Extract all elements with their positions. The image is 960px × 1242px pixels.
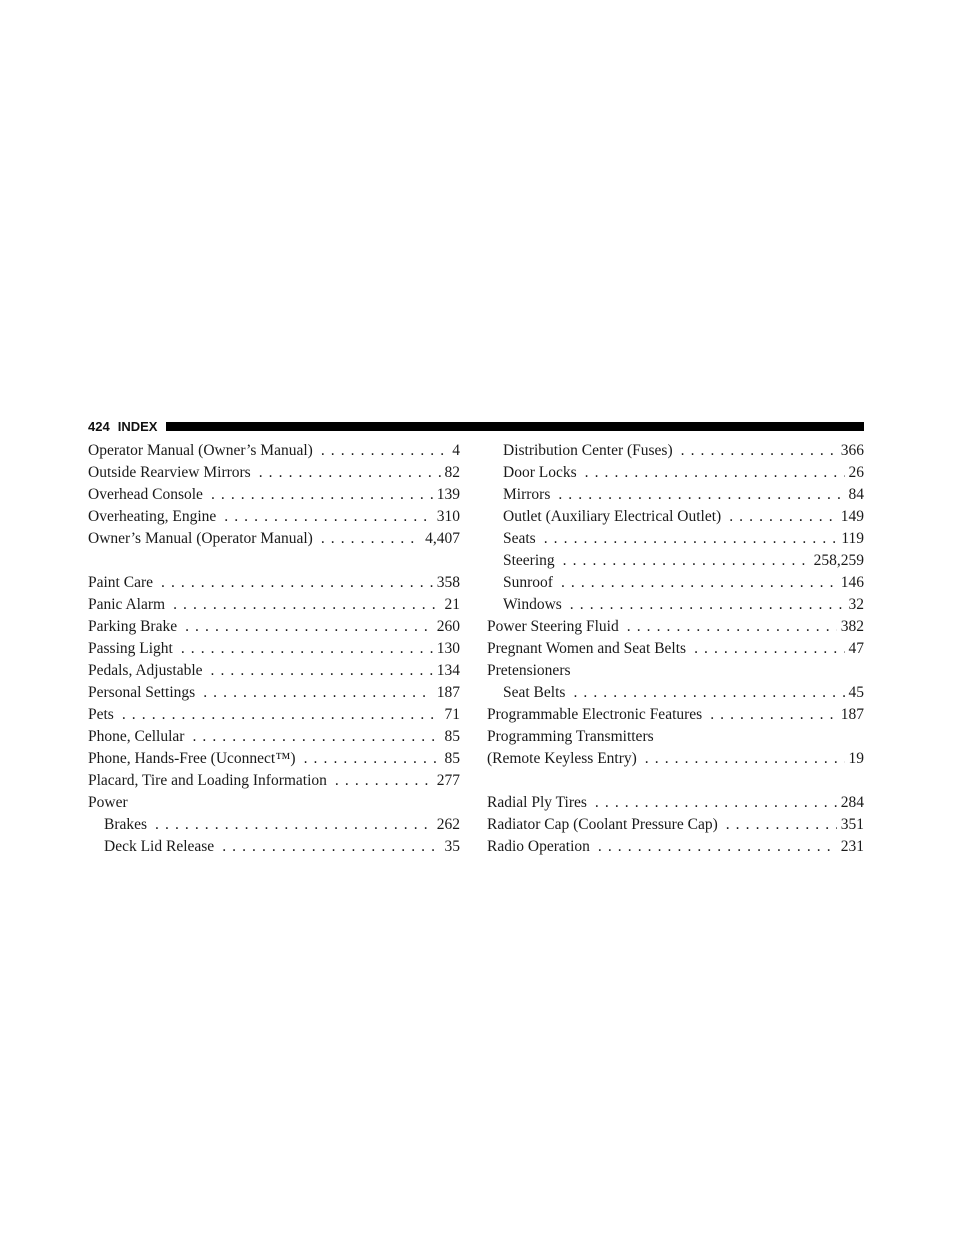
entry-page: 258,259	[813, 552, 864, 569]
entry-label: (Remote Keyless Entry)	[487, 750, 637, 767]
entry-label: Sunroof	[503, 574, 553, 591]
index-entry	[88, 506, 460, 528]
entry-page: 71	[444, 706, 460, 723]
entry-page: 134	[436, 662, 460, 679]
dot-leader	[335, 770, 433, 792]
entry-page: 26	[848, 464, 864, 481]
index-subentry	[487, 550, 864, 572]
index-subentry	[487, 506, 864, 528]
entry-page: 82	[444, 464, 460, 481]
index-entry	[88, 484, 460, 506]
entry-label: Programmable Electronic Features	[487, 706, 703, 723]
entry-page: 119	[841, 530, 864, 547]
dot-leader	[694, 638, 844, 660]
index-entry	[88, 616, 460, 638]
index-entry	[487, 616, 864, 638]
entry-page: 19	[848, 750, 864, 767]
entry-label: Radial Ply Tires	[487, 794, 587, 811]
dot-leader	[627, 616, 837, 638]
entry-label: Power	[88, 794, 128, 811]
index-subentry	[487, 462, 864, 484]
entry-label: Power Steering Fluid	[487, 618, 619, 635]
dot-leader	[729, 506, 837, 528]
index-entry	[487, 704, 864, 726]
index-subentry	[487, 484, 864, 506]
index-subentry	[487, 440, 864, 462]
index-entry	[487, 836, 864, 858]
entry-label: Paint Care	[88, 574, 153, 591]
entry-label: Windows	[503, 596, 562, 613]
index-entry	[88, 528, 460, 550]
entry-page: 231	[840, 838, 864, 855]
entry-label: Operator Manual (Owner’s Manual)	[88, 442, 313, 459]
entry-label: Brakes	[104, 816, 148, 833]
entry-page: 310	[436, 508, 460, 525]
entry-page: 382	[840, 618, 864, 635]
entry-page: 187	[840, 706, 864, 723]
index-entry	[88, 770, 460, 792]
entry-label: Panic Alarm	[88, 596, 166, 613]
index-subentry	[487, 682, 864, 704]
dot-leader	[563, 550, 810, 572]
dot-leader	[544, 528, 838, 550]
dot-leader	[304, 748, 441, 770]
entry-page: 366	[840, 442, 864, 459]
dot-leader	[192, 726, 440, 748]
index-heading	[487, 660, 864, 682]
entry-label: Overheating, Engine	[88, 508, 217, 525]
dot-leader	[726, 814, 837, 836]
index-entry	[88, 594, 460, 616]
index-entry	[88, 726, 460, 748]
entry-label: Overhead Console	[88, 486, 203, 503]
entry-page: 351	[840, 816, 864, 833]
index-heading	[88, 792, 460, 814]
entry-label: Owner’s Manual (Operator Manual)	[88, 530, 313, 547]
entry-label: Placard, Tire and Loading Information	[88, 772, 327, 789]
entry-page: 4	[452, 442, 460, 459]
entry-label: Phone, Cellular	[88, 728, 185, 745]
entry-label: Door Locks	[503, 464, 577, 481]
entry-page: 85	[444, 728, 460, 745]
entry-page: 139	[436, 486, 460, 503]
dot-leader	[573, 682, 844, 704]
dot-leader	[155, 814, 433, 836]
index-subentry	[487, 528, 864, 550]
index-entry	[88, 660, 460, 682]
index-entry	[88, 572, 460, 594]
dot-leader	[224, 506, 432, 528]
dot-leader	[598, 836, 837, 858]
entry-label: Personal Settings	[88, 684, 196, 701]
entry-label: Passing Light	[88, 640, 173, 657]
entry-page: 84	[848, 486, 864, 503]
entry-page: 187	[436, 684, 460, 701]
entry-page: 130	[436, 640, 460, 657]
dot-leader	[321, 440, 448, 462]
index-heading	[487, 726, 864, 748]
entry-label: Pedals, Adjustable	[88, 662, 203, 679]
entry-label: Outside Rearview Mirrors	[88, 464, 251, 481]
entry-label: Seat Belts	[503, 684, 566, 701]
entry-page: 21	[444, 596, 460, 613]
entry-label: Parking Brake	[88, 618, 178, 635]
dot-leader	[570, 594, 845, 616]
dot-leader	[211, 484, 433, 506]
index-entry	[487, 814, 864, 836]
dot-leader	[122, 704, 441, 726]
entry-label: Steering	[503, 552, 555, 569]
entry-label: Outlet (Auxiliary Electrical Outlet)	[503, 508, 722, 525]
entry-page: 4,407	[425, 530, 460, 547]
header-rule	[166, 422, 864, 431]
entry-label: Seats	[503, 530, 536, 547]
entry-label: Programming Transmitters	[487, 728, 654, 745]
section-title: INDEX	[117, 418, 158, 434]
index-entry	[88, 440, 460, 462]
index-entry	[88, 462, 460, 484]
entry-page: 358	[436, 574, 460, 591]
dot-leader	[173, 594, 440, 616]
entry-page: 146	[840, 574, 864, 591]
dot-leader	[681, 440, 837, 462]
index-subentry	[487, 572, 864, 594]
index-subentry	[487, 594, 864, 616]
index-entry	[88, 748, 460, 770]
page-header	[88, 416, 864, 436]
dot-leader	[710, 704, 837, 726]
dot-leader	[222, 836, 440, 858]
entry-label: Phone, Hands-Free (Uconnect™)	[88, 750, 296, 767]
dot-leader	[203, 682, 433, 704]
index-entry	[88, 638, 460, 660]
dot-leader	[321, 528, 421, 550]
index-subentry	[88, 814, 460, 836]
dot-leader	[645, 748, 845, 770]
entry-page: 45	[848, 684, 864, 701]
entry-page: 262	[436, 816, 460, 833]
entry-label: Pretensioners	[487, 662, 571, 679]
entry-label: Mirrors	[503, 486, 551, 503]
entry-page: 32	[848, 596, 864, 613]
entry-label: Pregnant Women and Seat Belts	[487, 640, 687, 657]
entry-page: 47	[848, 640, 864, 657]
entry-page: 149	[840, 508, 864, 525]
page-number: 424	[88, 418, 110, 434]
dot-leader	[181, 638, 433, 660]
dot-leader	[161, 572, 433, 594]
dot-leader	[558, 484, 844, 506]
index-entry	[487, 638, 864, 660]
dot-leader	[211, 660, 433, 682]
dot-leader	[259, 462, 441, 484]
entry-page: 85	[444, 750, 460, 767]
entry-page: 284	[840, 794, 864, 811]
index-subentry	[88, 836, 460, 858]
index-entry	[88, 704, 460, 726]
entry-label: Deck Lid Release	[104, 838, 215, 855]
entry-label: Radio Operation	[487, 838, 590, 855]
entry-page: 260	[436, 618, 460, 635]
index-entry	[88, 682, 460, 704]
index-column-right	[487, 440, 864, 858]
entry-label: Pets	[88, 706, 114, 723]
dot-leader	[585, 462, 845, 484]
index-entry	[487, 748, 864, 770]
entry-page: 35	[444, 838, 460, 855]
index-entry	[487, 792, 864, 814]
entry-page: 277	[436, 772, 460, 789]
dot-leader	[561, 572, 837, 594]
dot-leader	[595, 792, 837, 814]
dot-leader	[185, 616, 433, 638]
entry-label: Distribution Center (Fuses)	[503, 442, 673, 459]
index-column-left	[88, 440, 460, 858]
entry-label: Radiator Cap (Coolant Pressure Cap)	[487, 816, 718, 833]
